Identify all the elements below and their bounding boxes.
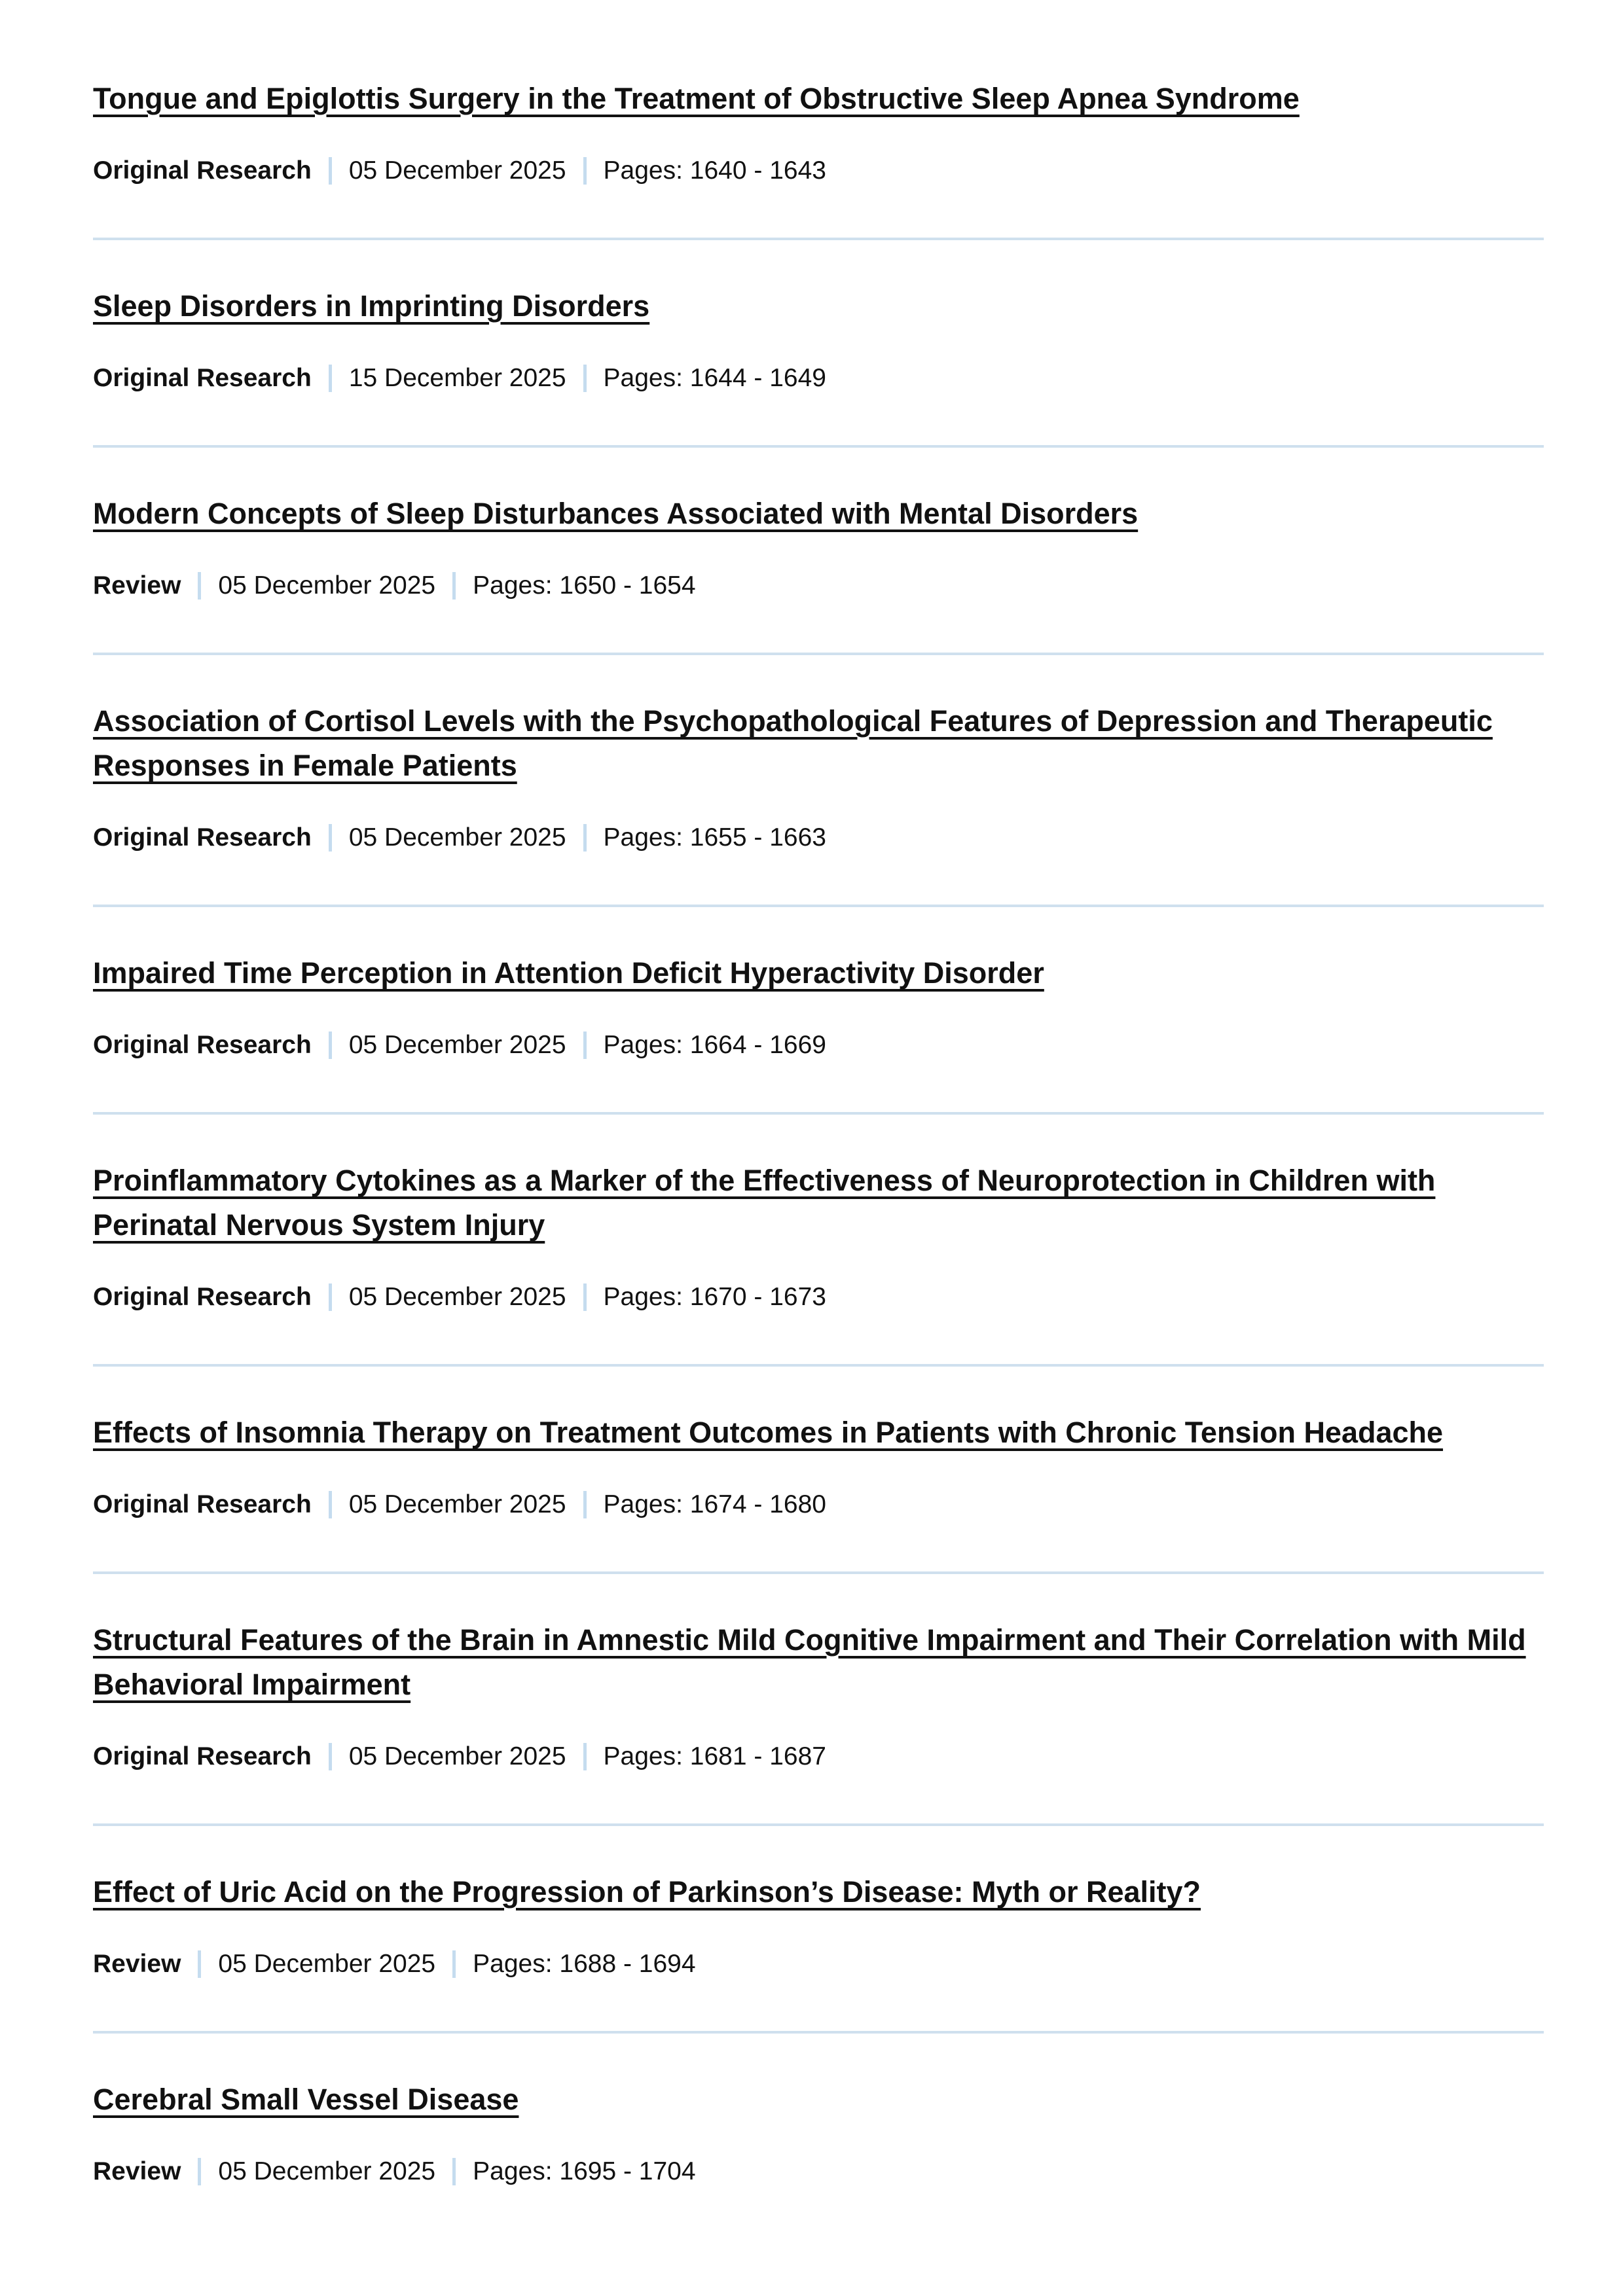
article-date: 05 December 2025 <box>348 1031 566 1059</box>
article-pages: Pages: 1688 - 1694 <box>473 1950 696 1978</box>
article-date: 05 December 2025 <box>218 2157 436 2185</box>
article-meta <box>93 1948 1544 1981</box>
article-item <box>93 33 1544 240</box>
separator <box>583 1283 587 1311</box>
separator <box>198 1950 201 1978</box>
article-item <box>93 240 1544 448</box>
article-title-link[interactable]: Impaired Time Perception in Attention Deficit Hyperactivity Disorder <box>93 956 1044 990</box>
article-title-link[interactable]: Effects of Insomnia Therapy on Treatment Outcomes in Patients with Chronic Tension Headache <box>93 1416 1444 1449</box>
article-meta <box>93 362 1544 395</box>
article-item <box>93 2034 1544 2238</box>
separator <box>198 572 201 600</box>
separator <box>583 1031 587 1059</box>
separator <box>452 2158 456 2185</box>
article-item <box>93 1367 1544 1574</box>
article-type: Original Research <box>93 1490 312 1518</box>
article-pages: Pages: 1664 - 1669 <box>603 1031 826 1059</box>
article-title-link[interactable]: Cerebral Small Vessel Disease <box>93 2083 519 2116</box>
article-date: 15 December 2025 <box>348 364 566 392</box>
separator <box>583 824 587 852</box>
article-title-link[interactable]: Proinflammatory Cytokines as a Marker of the Effectiveness of Neuroprotection in Children with Perinatal Nervous System Injury <box>93 1164 1436 1242</box>
separator <box>198 2158 201 2185</box>
article-title-link[interactable]: Sleep Disorders in Imprinting Disorders <box>93 289 650 323</box>
article-meta <box>93 569 1544 602</box>
article-pages: Pages: 1670 - 1673 <box>603 1283 826 1311</box>
separator <box>583 1743 587 1770</box>
article-type: Review <box>93 1950 181 1978</box>
separator <box>329 824 332 852</box>
article-meta <box>93 1488 1544 1521</box>
article-type: Review <box>93 2157 181 2185</box>
separator <box>329 1031 332 1059</box>
article-meta <box>93 1740 1544 1773</box>
article-meta <box>93 1029 1544 1062</box>
article-type: Original Research <box>93 1742 312 1770</box>
separator <box>583 157 587 185</box>
article-pages: Pages: 1650 - 1654 <box>473 571 696 600</box>
article-title-link[interactable]: Association of Cortisol Levels with the Psychopathological Features of Depression and Therapeutic Responses in Female Patients <box>93 704 1493 782</box>
article-meta <box>93 821 1544 854</box>
article-date: 05 December 2025 <box>348 823 566 852</box>
article-item <box>93 448 1544 655</box>
article-type: Original Research <box>93 1283 312 1311</box>
article-pages: Pages: 1655 - 1663 <box>603 823 826 852</box>
article-pages: Pages: 1674 - 1680 <box>603 1490 826 1518</box>
separator <box>329 1283 332 1311</box>
article-type: Original Research <box>93 156 312 185</box>
article-item <box>93 1115 1544 1367</box>
article-date: 05 December 2025 <box>348 1742 566 1770</box>
article-title-link[interactable]: Tongue and Epiglottis Surgery in the Treatment of Obstructive Sleep Apnea Syndrome <box>93 82 1300 115</box>
article-item <box>93 1826 1544 2034</box>
article-meta <box>93 154 1544 187</box>
article-date: 05 December 2025 <box>348 1490 566 1518</box>
article-date: 05 December 2025 <box>218 571 436 600</box>
separator <box>329 157 332 185</box>
article-pages: Pages: 1644 - 1649 <box>603 364 826 392</box>
article-pages: Pages: 1695 - 1704 <box>473 2157 696 2185</box>
article-meta <box>93 1281 1544 1314</box>
article-type: Original Research <box>93 1031 312 1059</box>
article-type: Review <box>93 571 181 600</box>
article-pages: Pages: 1640 - 1643 <box>603 156 826 185</box>
article-pages: Pages: 1681 - 1687 <box>603 1742 826 1770</box>
separator <box>583 1491 587 1518</box>
separator <box>452 1950 456 1978</box>
separator <box>452 572 456 600</box>
separator <box>329 1743 332 1770</box>
article-date: 05 December 2025 <box>218 1950 436 1978</box>
article-item <box>93 907 1544 1115</box>
article-title-link[interactable]: Effect of Uric Acid on the Progression of Parkinson’s Disease: Myth or Reality? <box>93 1875 1201 1909</box>
article-date: 05 December 2025 <box>348 156 566 185</box>
article-meta <box>93 2155 1544 2188</box>
article-date: 05 December 2025 <box>348 1283 566 1311</box>
article-title-link[interactable]: Modern Concepts of Sleep Disturbances Associated with Mental Disorders <box>93 497 1139 530</box>
separator <box>329 365 332 392</box>
article-type: Original Research <box>93 364 312 392</box>
article-item <box>93 655 1544 907</box>
separator <box>583 365 587 392</box>
article-item <box>93 1574 1544 1826</box>
article-title-link[interactable]: Structural Features of the Brain in Amnestic Mild Cognitive Impairment and Their Correlation with Mild Behavioral Impairment <box>93 1623 1526 1701</box>
article-type: Original Research <box>93 823 312 852</box>
separator <box>329 1491 332 1518</box>
